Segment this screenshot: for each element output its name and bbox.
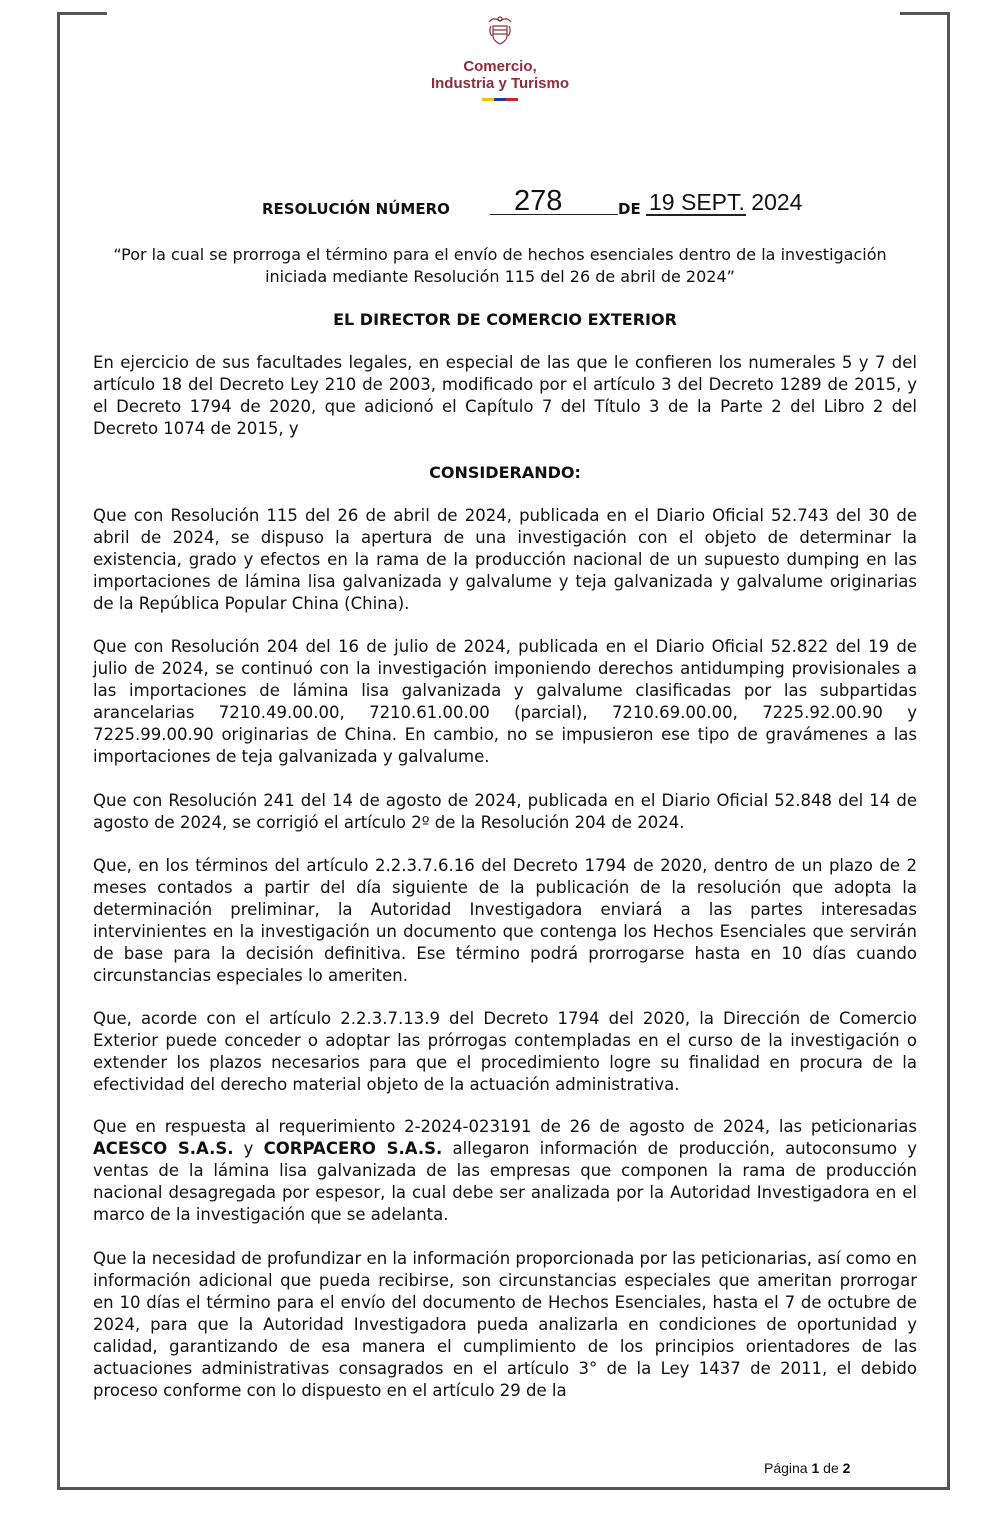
paragraph-6-text-a: Que en respuesta al requerimiento 2-2024-023191 de 26 de agosto de 2024, las peticionarias xyxy=(93,1117,917,1136)
paragraph-6 xyxy=(93,1116,917,1226)
logo-line-1: Comercio, xyxy=(463,58,537,75)
paragraph-7: Que la necesidad de profundizar en la información proporcionada por las peticionarias, así como en información adicional que pueda recibirse, son circunstancias especiales que ameritan prorrogar en 10 días el término para el envío del documento de Hechos Esenciales, hasta el 7 de octubre de 2024, para que la Autoridad Investigadora pueda analizarla en condiciones de oportunidad y calidad, garantizando de esa manera el cumplimiento de los principios orientadores de las actuaciones administrativas consagrados en el artículo 3° de la Ley 1437 de 2011, el debido proceso conforme con lo dispuesto en el artículo 29 de la xyxy=(93,1249,917,1400)
paragraph-6-text-b: y xyxy=(233,1139,264,1158)
considerando-heading: CONSIDERANDO: xyxy=(429,463,581,482)
resolution-line xyxy=(262,185,882,220)
resolution-subtitle: “Por la cual se prorroga el término para el envío de hechos esenciales dentro de la investigación iniciada mediante Resolución 115 del 26 de abril de 2024” xyxy=(113,245,887,286)
paragraph-5: Que, acorde con el artículo 2.2.3.7.13.9 del Decreto 1794 del 2020, la Dirección de Comercio Exterior puede conceder o adoptar las prórrogas contempladas en el curso de la investigación o extender los plazos necesarios para que el procedimiento logre su finalidad en procura de la efectividad del derecho material objeto de la actuación administrativa. xyxy=(93,1009,917,1094)
resolution-label: RESOLUCIÓN NÚMERO xyxy=(262,200,450,218)
intro-paragraph: En ejercicio de sus facultades legales, en especial de las que le confieren los numerales 5 y 7 del artículo 18 del Decreto Ley 210 de 2003, modificado por el artículo 3 del Decreto 1289 de 2015, y el Decreto 1794 de 2020, que adicionó el Capítulo 7 del Título 3 de la Parte 2 del Libro 2 del Decreto 1074 de 2015, y xyxy=(93,353,917,438)
paragraph-6-text-c: allegaron información de producción, autoconsumo y ventas de la lámina lisa galvanizada de las empresas que componen la rama de producción nacional desagregada por espesor, la cual debe ser analizada por la Autoridad Investigadora en el marco de la investigación que se adelanta. xyxy=(93,1139,918,1224)
logo-line-2: Industria y Turismo xyxy=(430,75,570,92)
frame-top-left xyxy=(57,12,107,15)
frame-right xyxy=(947,12,950,1490)
total-pages: 2 xyxy=(842,1460,851,1476)
paragraph-4: Que, en los términos del artículo 2.2.3.7.6.16 del Decreto 1794 de 2020, dentro de un plazo de 2 meses contados a partir del día siguiente de la publicación de la resolución que adopta la determinación preliminar, la Autoridad Investigadora enviará a las partes interesadas intervinientes en la investigación un documento que contenga los Hechos Esenciales que servirán de base para la decisión definitiva. Ese término podrá prorrogarse hasta en 10 días cuando circunstancias especiales lo ameriten. xyxy=(93,856,917,985)
page-number xyxy=(764,1460,850,1476)
ministry-logo xyxy=(400,14,600,101)
flag-stripe xyxy=(482,98,518,101)
paragraph-1: Que con Resolución 115 del 26 de abril de 2024, publicada en el Diario Oficial 52.743 del 30 de abril de 2024, se dispuso la apertura de una investigación con el objeto de determinar la existencia, grado y efectos en la rama de la producción nacional de un supuesto dumping en las importaciones de lámina lisa galvanizada y galvalume y teja galvanizada y galvalume originarias de la República Popular China (China). xyxy=(93,506,917,613)
current-page: 1 xyxy=(811,1460,820,1476)
coat-of-arms-icon xyxy=(483,14,517,48)
paragraph-2: Que con Resolución 204 del 16 de julio de 2024, publicada en el Diario Oficial 52.822 del 19 de julio de 2024, se continuó con la investigación imponiendo derechos antidumping provisionales a las importaciones de lámina lisa galvanizada y galvalume clasificadas por las subpartidas arancelarias 7210.49.00.00, 7210.61.00.00 (parcial), 7210.69.00.00, 7225.92.00.90 y 7225.99.00.90 originarias de China. En cambio, no se impusieron ese tipo de gravámenes a las importaciones de teja galvanizada y galvalume. xyxy=(93,637,917,766)
page-word: Página xyxy=(764,1460,808,1476)
paragraph-3: Que con Resolución 241 del 14 de agosto de 2024, publicada en el Diario Oficial 52.848 del 14 de agosto de 2024, se corrigió el artículo 2º de la Resolución 204 de 2024. xyxy=(93,791,917,832)
company-acesco: ACESCO S.A.S. xyxy=(93,1139,234,1158)
of-word: de xyxy=(823,1460,839,1476)
frame-top-right xyxy=(900,12,950,15)
frame-bottom xyxy=(57,1487,950,1490)
resolution-number: 278 xyxy=(490,187,618,215)
frame-left xyxy=(57,12,60,1490)
company-corpacero: CORPACERO S.A.S. xyxy=(263,1139,443,1158)
resolution-date: 19 SEPT. 2024 xyxy=(649,189,803,215)
resolution-de-label: DE xyxy=(618,200,641,218)
director-heading: EL DIRECTOR DE COMERCIO EXTERIOR xyxy=(333,310,677,329)
